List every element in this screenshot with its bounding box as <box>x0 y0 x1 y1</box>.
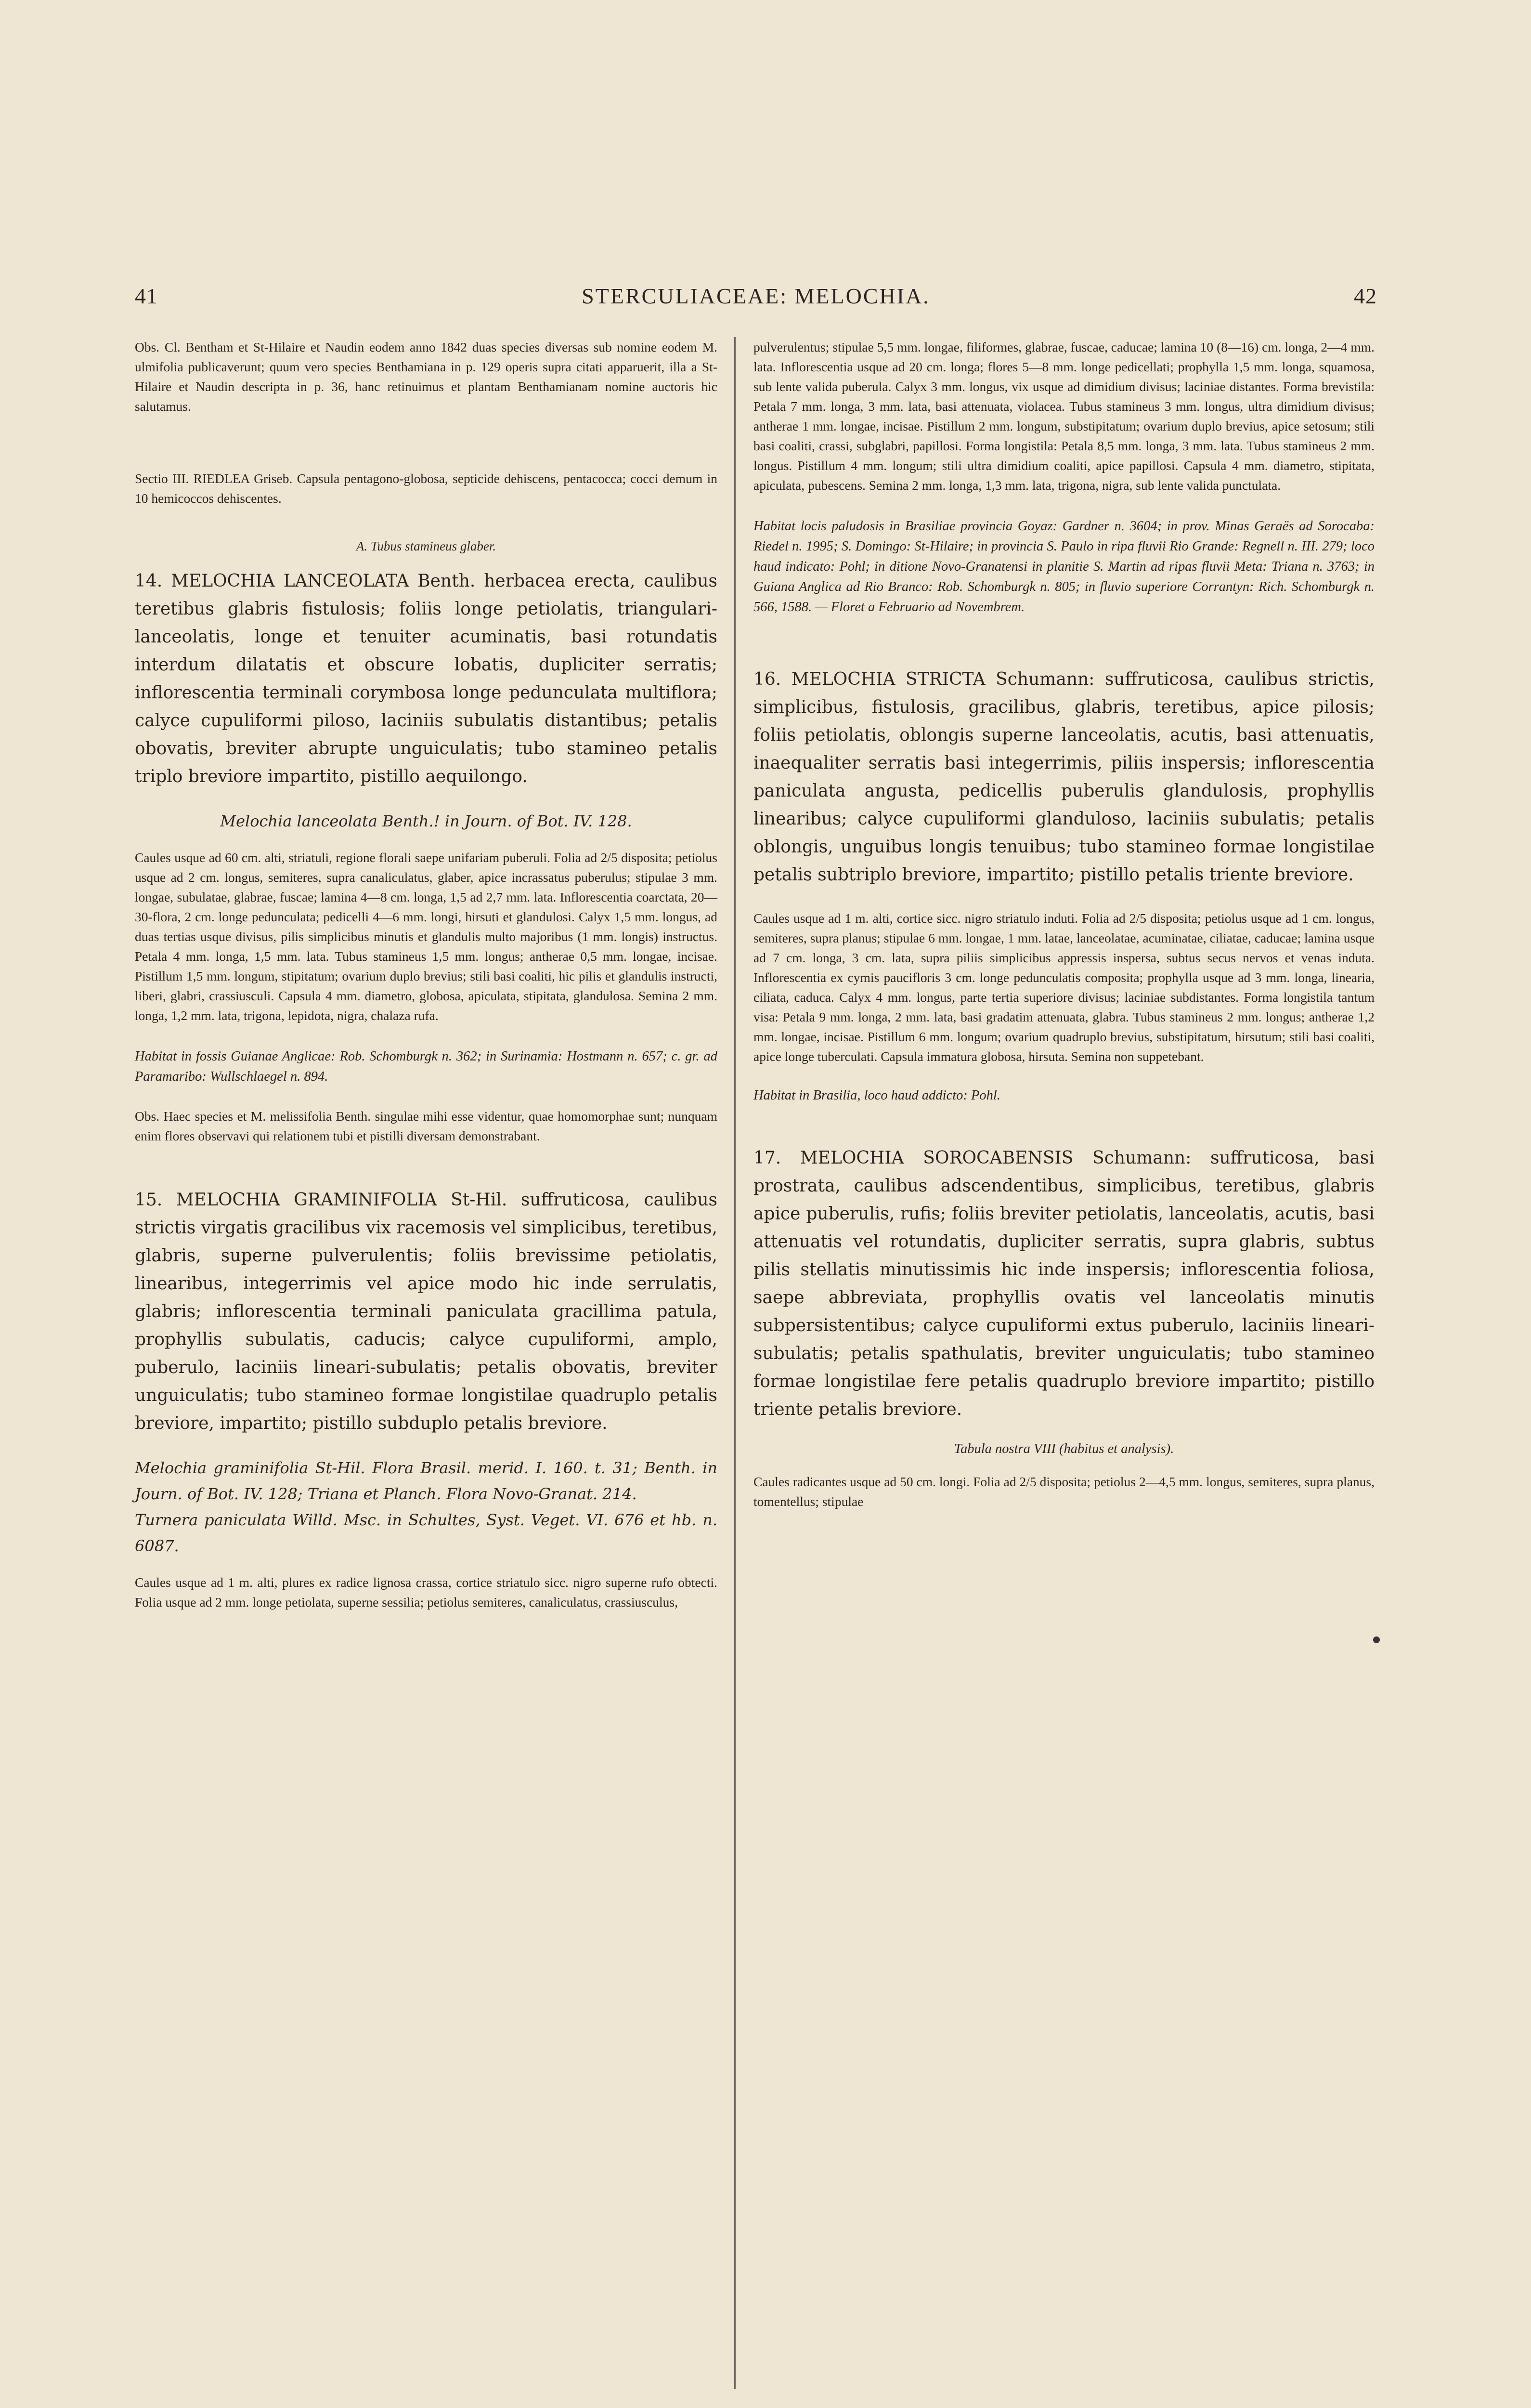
description-17: Caules radicantes usque ad 50 cm. longi. Folia ad 2/5 disposita; petiolus 2—4,5 mm. longus, semiteres, supra planus, tomentellus; stipulae <box>753 1474 1375 1509</box>
tabula-reference: Tabula nostra VIII (habitus et analysis). <box>954 1441 1174 1456</box>
right-column <box>753 337 1375 1518</box>
species-17-sorocabensis: 17. MELOCHIA SOROCABENSIS Schumann: suffruticosa, basi prostrata, caulibus adscendentibus, simplicibus, teretibus, glabris apice puberulis, rufis; foliis breviter petiolatis, lanceolatis, acutis, basi attenuatis vel rotundatis, dupliciter serratis, supra glabris, subtus pilis stellatis minutissimis hic inde inspersis; inflorescentia foliosa, saepe abbreviata, prophyllis ovatis vel lanceolatis minutis subpersistentibus; calyce cupuliformi extus puberulo, laciniis lineari-subulatis; petalis spathulatis, breviter unguiculatis; tubo stamineo formae longistilae fere petalis quadruplo breviore impartito; pistillo triente petalis breviore. <box>753 1148 1375 1419</box>
citation-15b: Turnera paniculata Willd. Msc. in Schultes, Syst. Veget. VI. 676 et hb. n. 6087. <box>135 1511 717 1555</box>
running-title: STERCULIACEAE: MELOCHIA. <box>582 284 930 308</box>
citation-15a: Melochia graminifolia St-Hil. Flora Brasil. merid. I. 160. t. 31; Benth. in Journ. of Bot. IV. 128; Triana et Planch. Flora Novo-Granat. 214. <box>135 1459 717 1503</box>
page-number-right: 42 <box>1354 284 1377 308</box>
observation-ulmifolia: Obs. Cl. Bentham et St-Hilaire et Naudin eodem anno 1842 duas species diversas sub nomine eodem M. ulmifolia publicaverunt; quum vero species Benthamiana in p. 129 operis supra citati apparuerit, illa a St-Hilaire et Naudin descripta in p. 36, hanc retinuimus et plantam Benthamianam nomine auctoris hic salutamus. <box>135 340 717 414</box>
left-column <box>135 337 717 1619</box>
observation-melissifolia: Obs. Haec species et M. melissifolia Benth. singulae mihi esse videntur, quae homomorphae sunt; nunquam enim flores observavi qui relationem tubi et pistilli diversam demonstrabant. <box>135 1109 717 1143</box>
description-15: Caules usque ad 1 m. alti, plures ex radice lignosa crassa, cortice striatulo sicc. nigro superne rufo obtecti. Folia usque ad 2 mm. longe petiolata, superne sessilia; petiolus semiteres, canaliculatus, crassiusculus, <box>135 1575 717 1610</box>
description-16: Caules usque ad 1 m. alti, cortice sicc. nigro striatulo induti. Folia ad 2/5 disposita; petiolus usque ad 1 cm. longus, semiteres, supra planus; stipulae 6 mm. longae, 1 mm. latae, lanceolatae, acuminatae, ciliatae, caducae; lamina usque ad 7 cm. longa, 3 cm. lata, supra piliis simplicibus appressis inspersa, subtus secus nervos et venas induta. Inflorescentia ex cymis paucifloris 3 cm. longe pedunculatis composita; prophylla usque ad 3 mm. longa, linearia, ciliata, caduca. Calyx 4 mm. longus, parte tertia superiore divisus; laciniae subdistantes. Forma longistila tantum visa: Petala 9 mm. longa, 2 mm. lata, basi gradatim attenuata, glabra. Tubus stamineus 2 mm. longus; antherae 1,2 mm. longae, incisae. Pistillum 6 mm. longum; ovarium quadruplo brevius, substipitatum, hirsutum; stili basi coaliti, apice longe tuberculati. Capsula immatura globosa, hirsuta. Semina non suppetebant. <box>753 911 1375 1064</box>
description-15-continued: pulverulentus; stipulae 5,5 mm. longae, filiformes, glabrae, fuscae, caducae; lamina 10 (8—16) cm. longa, 2—4 mm. lata. Inflorescentia usque ad 20 cm. longa; flores 5—8 mm. longe pedicellati; prophylla 1,5 mm. longa, squamosa, sub lente valida puberula. Calyx 3 mm. longus, vix usque ad dimidium divisus; laciniae distantes. Forma brevistila: Petala 7 mm. longa, 3 mm. lata, basi attenuata, violacea. Tubus stamineus 3 mm. longus, ultra dimidium divisus; antherae 1 mm. longae, incisae. Pistillum 2 mm. longum, substipitatum; ovarium duplo brevius, apice setosum; stili basi coaliti, crassi, subglabri, papillosi. Forma longistila: Petala 8,5 mm. longa, 3 mm. lata. Tubus stamineus 2 mm. longus. Pistillum 4 mm. longum; stili ultra dimidium coaliti, apice papillosi. Capsula 4 mm. diametro, stipitata, apiculata, pubescens. Semina 2 mm. longa, 1,3 mm. lata, trigona, nigra, sub lente valida punctulata. <box>753 340 1375 493</box>
citation-14: Melochia lanceolata Benth.! in Journ. of Bot. IV. 128. <box>220 812 632 830</box>
species-15-graminifolia: 15. MELOCHIA GRAMINIFOLIA St-Hil. suffruticosa, caulibus strictis virgatis gracilibus vix racemosis vel simplicibus, teretibus, glabris, superne pulverulentis; foliis brevissime petiolatis, linearibus, integerrimis vel apice modo hic inde serrulatis, glabris; inflorescentia terminali paniculata gracillima patula, prophyllis subulatis, caducis; calyce cupuliformi, amplo, puberulo, laciniis lineari-subulatis; petalis obovatis, breviter unguiculatis; tubo stamineo formae longistilae quadruplo petalis breviore, impartito; pistillo subduplo petalis breviore. <box>135 1190 717 1433</box>
column-rule <box>734 337 736 2389</box>
species-16-stricta: 16. MELOCHIA STRICTA Schumann: suffruticosa, caulibus strictis, simplicibus, fistulosis, gracilibus, glabris, teretibus, apice pilosis; foliis petiolatis, oblongis superne lanceolatis, acutis, basi attenuatis, inaequaliter serratis basi integerrimis, piliis inspersis; inflorescentia paniculata angusta, pedicellis puberulis glandulosis, prophyllis linearibus; calyce cupuliformi glanduloso, laciniis subulatis; petalis oblongis, unguibus longis tenuibus; tubo stamineo formae longistilae petalis subtriplo breviore, impartito; pistillo petalis triente breviore. <box>753 669 1375 885</box>
habitat-14: Habitat in fossis Guianae Anglicae: Rob. Schomburgk n. 362; in Surinamia: Hostmann n. 657; c. gr. ad Paramaribo: Wullschlaegel n. 894. <box>135 1049 717 1084</box>
habitat-16: Habitat in Brasilia, loco haud addicto: Pohl. <box>753 1088 1000 1103</box>
habitat-15: Habitat locis paludosis in Brasiliae provincia Goyaz: Gardner n. 3604; in prov. Minas Geraës ad Sorocaba: Riedel n. 1995; S. Domingo: St-Hilaire; in provincia S. Paulo in ripa fluvii Rio Grande: Regnell n. III. 279; loco haud indicato: Pohl; in ditione Novo-Granatensi in planitie S. Martin ad ripas fluvii Meta: Triana n. 3763; in Guiana Anglica ad Rio Branco: Rob. Schomburgk n. 805; in fluvio superiore Corrantyn: Rich. Schomburgk n. 566, 1588. — Floret a Februario ad Novembrem. <box>753 519 1375 615</box>
running-header <box>135 283 1377 322</box>
description-14: Caules usque ad 60 cm. alti, striatuli, regione florali saepe unifariam puberuli. Folia ad 2/5 disposita; petiolus usque ad 2 cm. longus, semiteres, supra canaliculatus, glaber, apice incrassatus puberulus; stipulae 3 mm. longae, subulatae, glabrae, fuscae; lamina 4—8 cm. longa, 1,5 ad 2,7 mm. lata. Inflorescentia coarctata, 20—30-flora, 2 cm. longe pedunculata; pedicelli 4—6 mm. longi, hirsuti et glandulosi. Calyx 1,5 mm. longus, ad duas tertias usque divisus, pilis simplicibus minutis et glandulis multo majoribus (1 mm. longis) instructus. Petala 4 mm. longa, 1,5 mm. lata. Tubus stamineus 1,5 mm. longus; antherae 0,5 mm. longae, incisae. Pistillum 1,5 mm. longum, stipitatum; ovarium duplo brevius; stili basi coaliti, hic pilis et glandulis instructi, liberi, glabri, crassiusculi. Capsula 4 mm. diametro, globosa, apiculata, stipitata, glandulosa. Semina 2 mm. longa, 1,2 mm. lata, trigona, lepidota, nigra, chalaza rufa. <box>135 850 717 1023</box>
margin-ink-dot <box>1373 1636 1380 1643</box>
species-14-lanceolata: 14. MELOCHIA LANCEOLATA Benth. herbacea erecta, caulibus teretibus glabris fistulosis; foliis longe petiolatis, triangulari-lanceolatis, longe et tenuiter acuminatis, basi rotundatis interdum dilatatis et obscure lobatis, dupliciter serratis; inflorescentia terminali corymbosa longe pedunculata multiflora; calyce cupuliformi piloso, laciniis subulatis distantibus; petalis obovatis, breviter abrupte unguiculatis; tubo stamineo petalis triplo breviore impartito, pistillo aequilongo. <box>135 571 717 786</box>
sectio-riedlea: Sectio III. RIEDLEA Griseb. Capsula pentagono-globosa, septicide dehiscens, pentacocca; cocci demum in 10 hemicoccos dehiscentes. <box>135 471 717 506</box>
page-number-left: 41 <box>135 284 158 308</box>
sectio-subheading: A. Tubus stamineus glaber. <box>356 539 496 553</box>
